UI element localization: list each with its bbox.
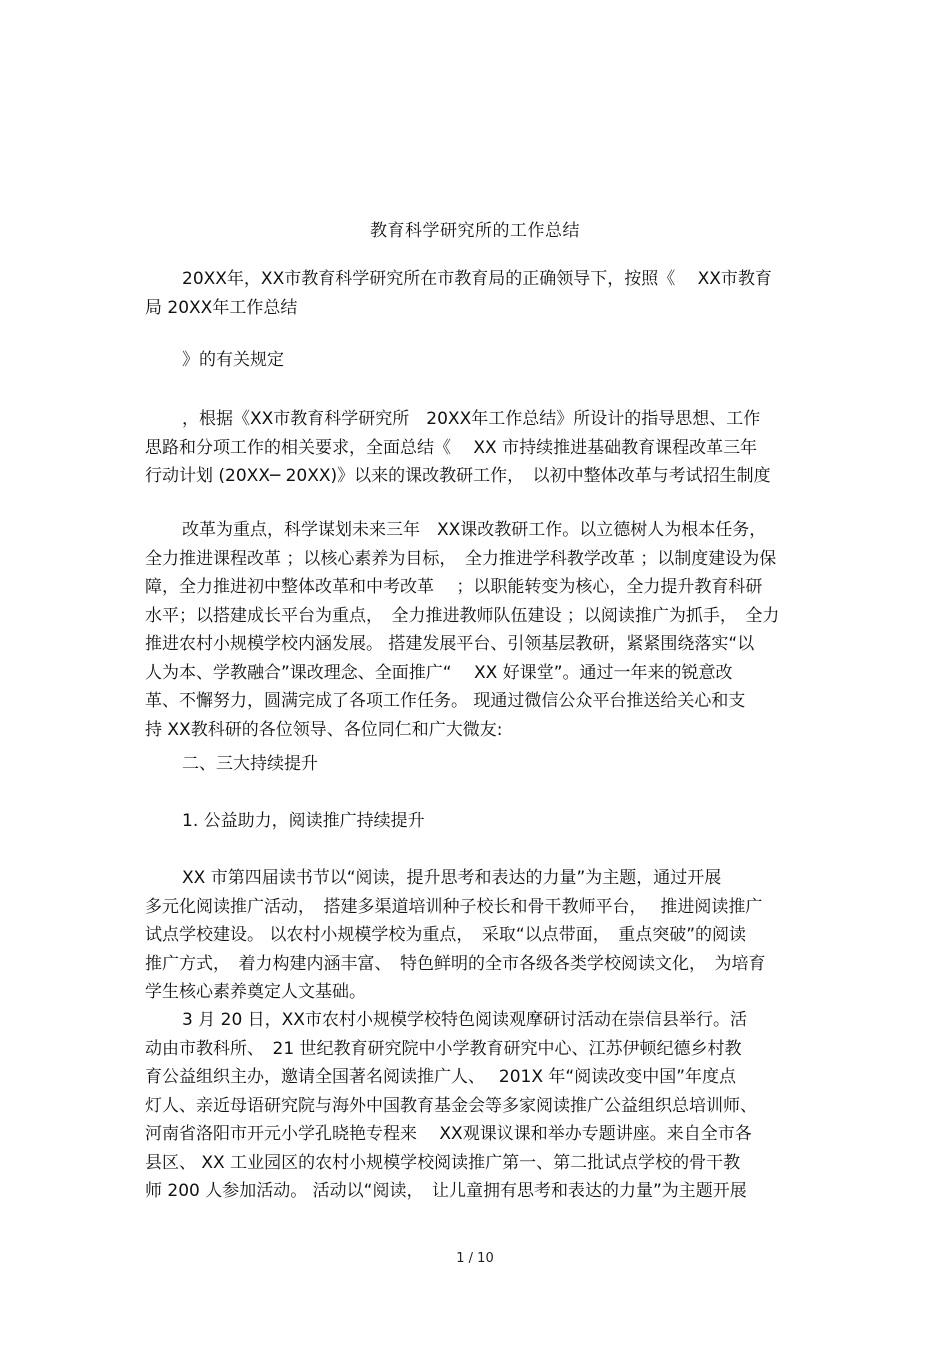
text-line: 全力推进课程改革 ；以核心素养为目标， 全力推进学科教学改革 ；以制度建设为保: [145, 548, 777, 569]
text-line: 河南省洛阳市开元小学孔晓艳专程来 XX观课议课和举办专题讲座。来自全市各: [145, 1124, 752, 1144]
document-title: 教育科学研究所的工作总结: [370, 221, 580, 241]
text-line: 试点学校建设。 以农村小规模学校为重点， 采取“以点带面， 重点突破”的阅读: [145, 925, 747, 945]
text-line: 推进农村小规模学校内涵发展。 搭建发展平台、引领基层教研，紧紧围绕落实“以: [145, 634, 755, 654]
text-line: 二、三大持续提升: [182, 754, 318, 774]
page-number: 1 / 10: [456, 1251, 494, 1266]
text-line: 3 月 20 日，XX市农村小规模学校特色阅读观摩研讨活动在崇信县举行。活: [182, 1010, 747, 1030]
text-line: 》的有关规定: [182, 350, 284, 370]
text-line: 育公益组织主办，邀请全国著名阅读推广人、 201X 年“阅读改变中国”年度点: [145, 1067, 737, 1087]
text-line: 行动计划 (20XX─ 20XX)》以来的课改教研工作， 以初中整体改革与考试招生制度: [145, 466, 771, 486]
text-line: 20XX年，XX市教育科学研究所在市教育局的正确领导下，按照《 XX市教育: [182, 269, 772, 289]
paragraph-4: [145, 516, 810, 744]
text-line: 县区、 XX 工业园区的农村小规模学校阅读推广第一、第二批试点学校的骨干教: [145, 1152, 741, 1173]
text-line: 1. 公益助力，阅读推广持续提升: [182, 811, 425, 831]
paragraph-5: [145, 864, 810, 1007]
text-line: XX 市第四届读书节以“阅读，提升思考和表达的力量”为主题，通过开展: [182, 868, 722, 888]
paragraph-3: [145, 405, 810, 491]
text-line: 持 XX教科研的各位领导、各位同仁和广大微友:: [145, 719, 503, 740]
paragraph-6: [145, 1006, 810, 1206]
text-line: 人为本、学教融合”课改理念、全面推广“ XX 好课堂”。通过一年来的锐意改: [145, 662, 733, 683]
text-line: ，根据《XX市教育科学研究所 20XX年工作总结》所设计的指导思想、工作: [182, 409, 761, 429]
paragraph-1: [145, 265, 810, 322]
text-line: 学生核心素养奠定人文基础。: [145, 982, 366, 1002]
subsection-heading: [145, 807, 810, 836]
text-line: 灯人、亲近母语研究院与海外中国教育基金会等多家阅读推广公益组织总培训师、: [145, 1095, 757, 1116]
text-line: 多元化阅读推广活动， 搭建多渠道培训种子校长和骨干教师平台， 推进阅读推广: [145, 896, 763, 917]
text-line: 改革为重点，科学谋划未来三年 XX课改教研工作。以立德树人为根本任务，: [182, 520, 767, 540]
paragraph-2: [145, 346, 810, 375]
text-line: 推广方式， 着力构建内涵丰富、 特色鲜明的全市各级各类学校阅读文化， 为培育: [145, 953, 766, 974]
text-line: 动由市教科所、 21 世纪教育研究院中小学教育研究中心、江苏伊顿纪德乡村教: [145, 1038, 742, 1059]
text-line: 局 20XX年工作总结: [145, 297, 298, 318]
text-line: 革、不懈努力，圆满完成了各项工作任务。 现通过微信公众平台推送给关心和支: [145, 691, 746, 711]
text-line: 水平；以搭建成长平台为重点， 全力推进教师队伍建设 ；以阅读推广为抓手， 全力: [145, 605, 780, 626]
text-line: 思路和分项工作的相关要求，全面总结《 XX 市持续推进基础教育课程改革三年: [145, 437, 758, 458]
section-heading: [145, 750, 810, 779]
text-line: 障，全力推进初中整体改革和中考改革 ；以职能转变为核心，全力提升教育科研: [145, 577, 763, 597]
text-line: 师 200 人参加活动。 活动以“阅读， 让儿童拥有思考和表达的力量”为主题开展: [145, 1181, 747, 1201]
